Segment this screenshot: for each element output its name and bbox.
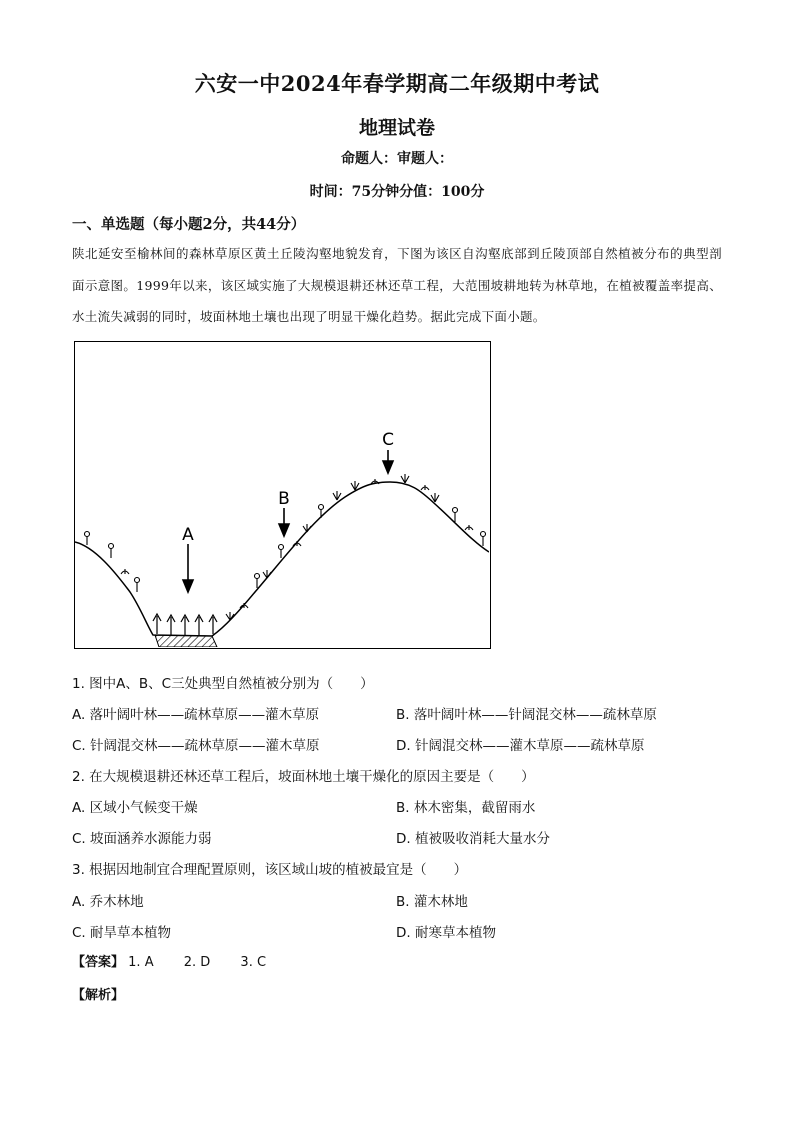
answer-tag: 【答案】 — [72, 955, 125, 970]
question-1-stem: 1. 图中A、B、C三处典型自然植被分别为（ ） — [72, 676, 374, 692]
question-1-option-d: D. 针阔混交林——灌木草原——疏林草原 — [396, 738, 645, 754]
valley-tree-symbols — [153, 614, 217, 635]
hilltop-vegetation — [333, 474, 439, 502]
label-c: C — [382, 430, 394, 450]
label-a: A — [182, 525, 194, 545]
question-3-stem: 3. 根据因地制宜合理配置原则，该区域山坡的植被最宜是（ ） — [72, 862, 468, 878]
arrow-b — [279, 508, 289, 536]
question-1-option-c: C. 针阔混交林——疏林草原——灌木草原 — [72, 738, 320, 754]
question-2-option-c: C. 坡面涵养水源能力弱 — [72, 831, 212, 847]
exam-title: 六安一中2024年春学期高二年级期中考试 — [194, 71, 600, 96]
question-3-option-a: A. 乔木林地 — [72, 894, 144, 910]
question-3-option-d: D. 耐寒草本植物 — [396, 925, 496, 941]
left-slope-vegetation — [85, 532, 140, 593]
answer-item-2: 2. D — [183, 955, 211, 970]
vegetation-profile-diagram — [75, 342, 489, 647]
answer-line — [72, 951, 292, 970]
question-1-option-a: A. 落叶阔叶林——疏林草原——灌木草原 — [72, 707, 320, 723]
exam-authors: 命题人：审题人： — [341, 151, 453, 167]
question-3-option-c: C. 耐旱草本植物 — [72, 925, 172, 941]
question-3-option-b: B. 灌木林地 — [396, 894, 468, 910]
reading-passage: 陕北延安至榆林间的森林草原区黄土丘陵沟壑地貌发育，下图为该区自沟壑底部到丘陵顶部自然植被分布的典型剖面示意图。1999年以来，该区域实施了大规模退耕还林还草工程，大范围坡耕地转为林草地，在植被覆盖率提高、水土流失减弱的同时，坡面林地土壤也出现了明显干燥化趋势。据此完成下面小题。 — [72, 246, 722, 324]
question-2-option-d: D. 植被吸收消耗大量水分 — [396, 831, 550, 847]
section-heading: 一、单选题（每小题2分，共44分） — [72, 216, 306, 233]
exam-time-score: 时间：75分钟分值：100分 — [309, 184, 485, 200]
valley-water-hatch — [155, 635, 217, 647]
answer-item-3: 3. C — [240, 955, 267, 970]
question-2-stem: 2. 在大规模退耕还林还草工程后，坡面林地土壤干燥化的原因主要是（ ） — [72, 769, 535, 785]
analysis-tag: 【解析】 — [72, 988, 125, 1003]
label-b: B — [278, 489, 290, 509]
exam-subtitle: 地理试卷 — [358, 117, 435, 139]
mid-slope-vegetation — [226, 505, 324, 621]
question-2-option-b: B. 林木密集，截留雨水 — [396, 800, 536, 816]
answer-item-1: 1. A — [128, 955, 154, 970]
right-slope-vegetation — [453, 508, 486, 547]
arrow-a — [183, 544, 193, 592]
arrow-c — [383, 450, 393, 473]
question-1-option-b: B. 落叶阔叶林——针阔混交林——疏林草原 — [396, 707, 657, 723]
vegetation-profile-figure — [74, 341, 491, 649]
question-2-option-a: A. 区域小气候变干燥 — [72, 800, 198, 816]
